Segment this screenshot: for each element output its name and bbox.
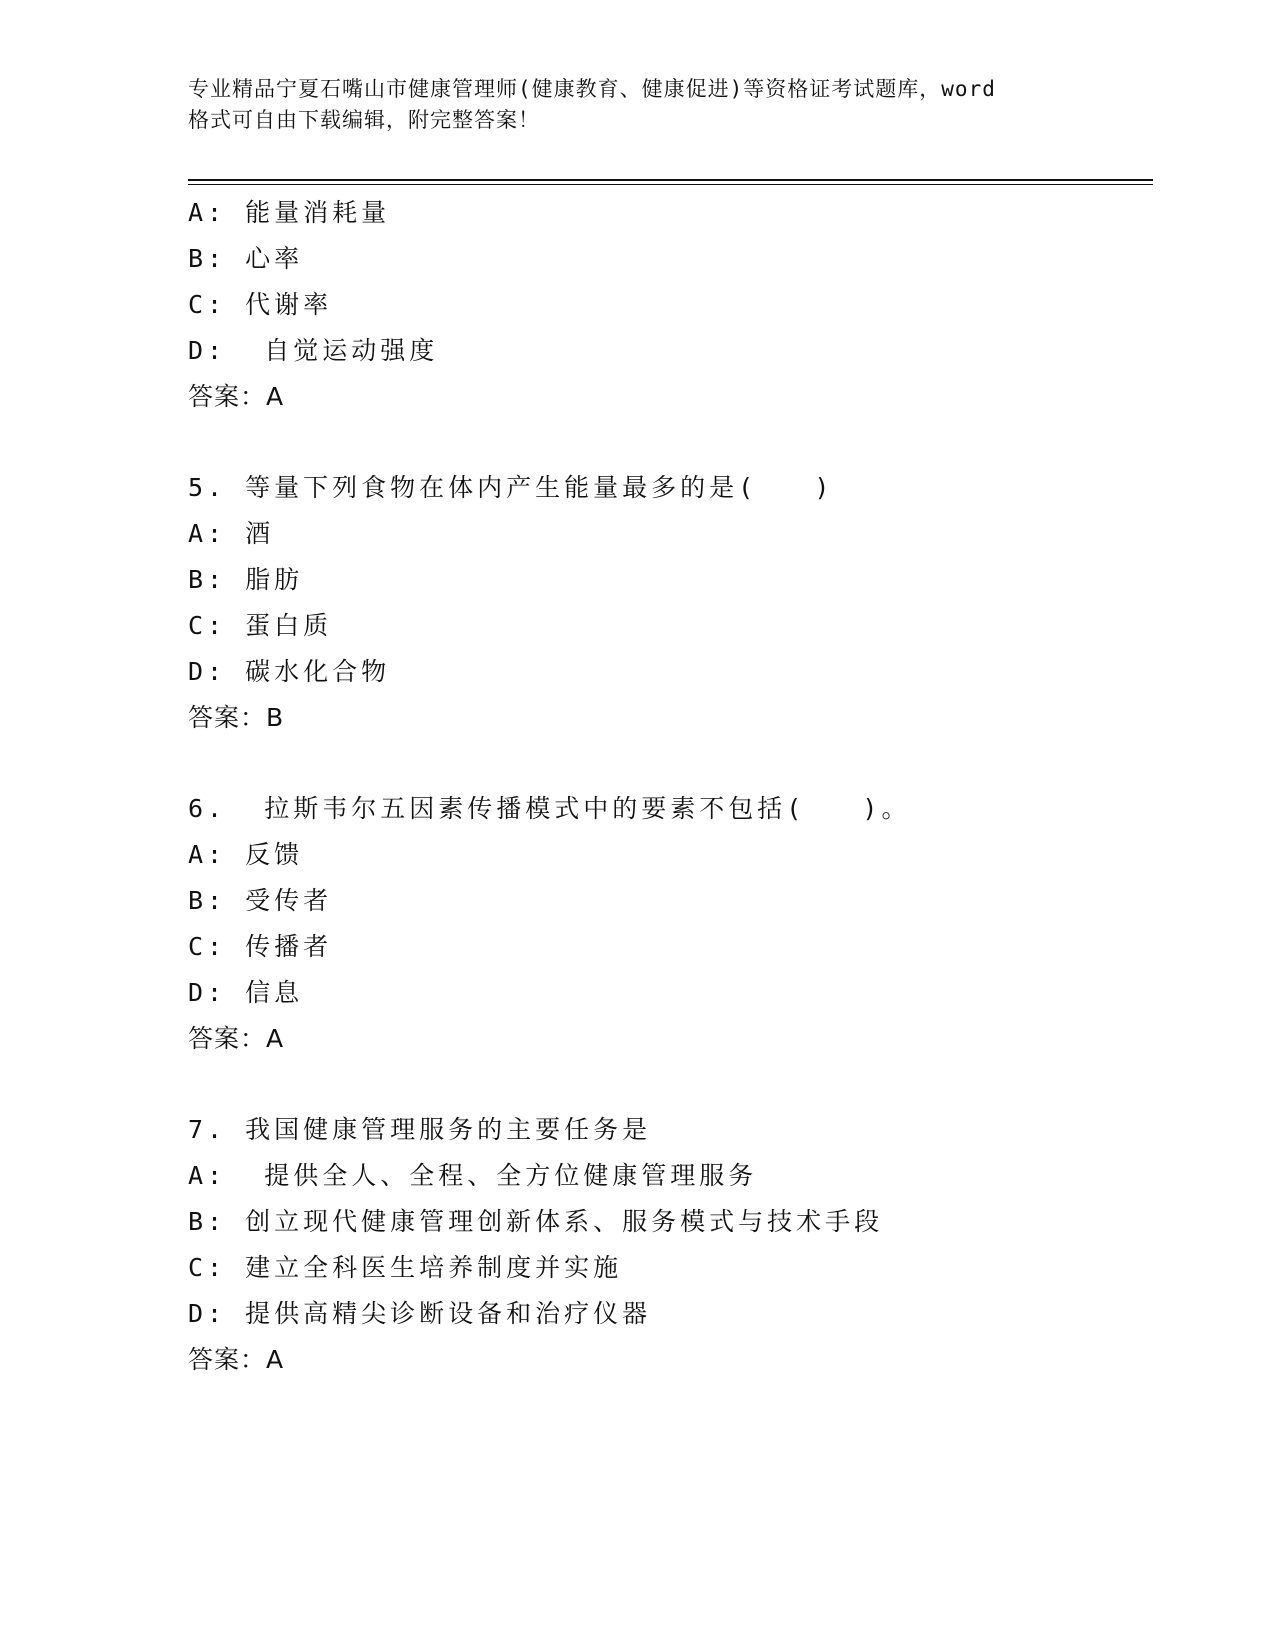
option-b: B: 脂肪 xyxy=(188,565,304,594)
option-a: A: 反馈 xyxy=(188,840,304,869)
answer: 答案：A xyxy=(188,1024,285,1053)
option-c: C: 建立全科医生培养制度并实施 xyxy=(188,1253,623,1282)
question-6 xyxy=(188,786,1148,1062)
question-stem: 7. 我国健康管理服务的主要任务是 xyxy=(188,1115,652,1144)
answer: 答案：A xyxy=(188,382,285,411)
document-header xyxy=(188,74,1108,136)
option-c: C: 代谢率 xyxy=(188,290,333,319)
option-c: C: 蛋白质 xyxy=(188,611,333,640)
option-a: A: 酒 xyxy=(188,519,275,548)
question-5 xyxy=(188,465,1148,741)
answer: 答案：B xyxy=(188,703,285,732)
header-line-2: 格式可自由下载编辑，附完整答案！ xyxy=(188,108,540,132)
question-4 xyxy=(188,190,1148,420)
option-c: C: 传播者 xyxy=(188,932,333,961)
option-a: A: 能量消耗量 xyxy=(188,198,391,227)
header-rule-thick xyxy=(188,179,1153,181)
option-d: D: 信息 xyxy=(188,978,304,1007)
header-rule-thin xyxy=(188,184,1153,185)
option-b: B: 创立现代健康管理创新体系、服务模式与技术手段 xyxy=(188,1207,884,1236)
question-stem: 6. 拉斯韦尔五因素传播模式中的要素不包括( )。 xyxy=(188,794,911,823)
option-d: D: 提供高精尖诊断设备和治疗仪器 xyxy=(188,1299,652,1328)
question-7 xyxy=(188,1107,1148,1383)
option-b: B: 心率 xyxy=(188,244,304,273)
question-list xyxy=(188,190,1148,1383)
option-a: A: 提供全人、全程、全方位健康管理服务 xyxy=(188,1161,758,1190)
option-b: B: 受传者 xyxy=(188,886,333,915)
header-line-1: 专业精品宁夏石嘴山市健康管理师(健康教育、健康促进)等资格证考试题库，word xyxy=(188,77,996,101)
option-d: D: 碳水化合物 xyxy=(188,657,391,686)
question-stem: 5. 等量下列食物在体内产生能量最多的是( ) xyxy=(188,473,834,502)
option-d: D: 自觉运动强度 xyxy=(188,336,439,365)
answer: 答案：A xyxy=(188,1345,285,1374)
